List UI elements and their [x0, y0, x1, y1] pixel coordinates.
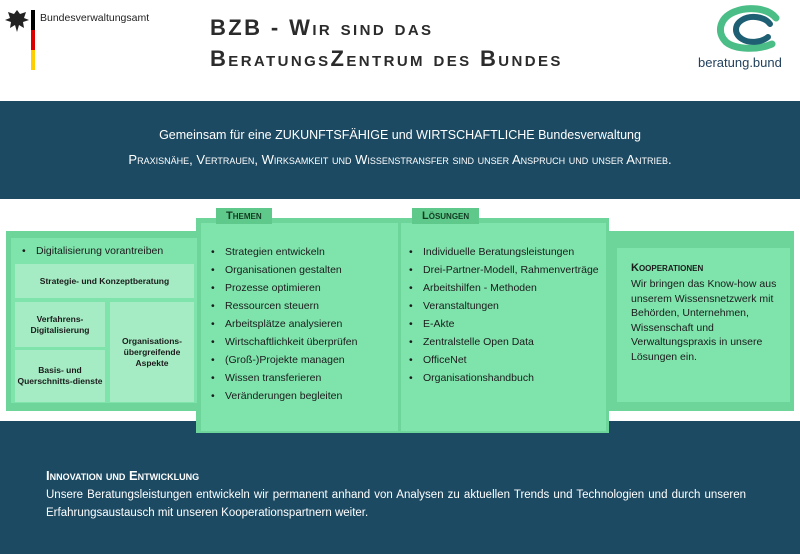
banner-line-2: Praxisnähe, Vertrauen, Wirksamkeit und Wissenstransfer sind unser Anspruch und unser Antrieb. — [128, 152, 672, 167]
list-item: • Individuelle Beratungsleistungen — [409, 243, 602, 261]
list-item: • Zentralstelle Open Data — [409, 333, 602, 351]
org-box: Organisations-übergreifende Aspekte — [110, 302, 194, 402]
digitalisierung-bullet: • Digitalisierung vorantreiben — [22, 242, 163, 260]
list-item: • Veränderungen begleiten — [211, 387, 398, 405]
kooperationen-title: Kooperationen — [631, 262, 704, 274]
title-line-1: BZB - Wir sind das — [210, 15, 434, 40]
loesungen-heading: Lösungen — [412, 208, 479, 224]
brand-name: beratung.bund — [698, 55, 782, 70]
list-item: • OfficeNet — [409, 351, 602, 369]
list-item: • Arbeitshilfen - Methoden — [409, 279, 602, 297]
strategy-box: Strategie- und Konzeptberatung — [15, 264, 194, 298]
loesungen-list — [401, 223, 606, 387]
list-item: • E-Akte — [409, 315, 602, 333]
agency-name: Bundesverwaltungsamt — [40, 12, 150, 24]
list-item: • Prozesse optimieren — [211, 279, 398, 297]
list-item: • Organisationshandbuch — [409, 369, 602, 387]
top-banner — [0, 101, 800, 199]
page-title — [210, 12, 670, 74]
list-item: • Veranstaltungen — [409, 297, 602, 315]
title-line-2: BeratungsZentrum des Bundes — [210, 46, 563, 71]
themen-box — [201, 223, 398, 431]
kooperationen-text: Wir bringen das Know-how aus unserem Wissensnetzwerk mit Behörden, Unternehmen, Wissenschaft und Verwaltungspraxis in unsere Lösungen ein. — [631, 278, 777, 363]
themen-heading: Themen — [216, 208, 272, 224]
list-item: • Wirtschaftlichkeit überprüfen — [211, 333, 398, 351]
beratung-bund-logo-icon — [698, 4, 788, 54]
verfahren-box: Verfahrens-Digitalisierung — [15, 302, 105, 347]
basis-box: Basis- und Querschnitts-dienste — [15, 350, 105, 402]
list-item: • Ressourcen steuern — [211, 297, 398, 315]
list-item: • Arbeitsplätze analysieren — [211, 315, 398, 333]
innovation-title: Innovation und Entwicklung — [46, 468, 200, 483]
themen-list — [201, 223, 398, 405]
list-item: • Strategien entwickeln — [211, 243, 398, 261]
loesungen-box — [401, 223, 606, 431]
kooperationen-box — [617, 248, 790, 402]
banner-line-1: Gemeinsam für eine ZUKUNFTSFÄHIGE und WIRTSCHAFTLICHE Bundesverwaltung — [159, 128, 641, 142]
innovation-text: Unsere Beratungsleistungen entwickeln wir permanent anhand von Analysen zu aktuellen Trends und Technologien und durch unseren Erfahrungsaustausch mit unseren Kooperationspartnern weiter. — [46, 489, 746, 519]
eagle-icon — [4, 8, 30, 34]
list-item: • Organisationen gestalten — [211, 261, 398, 279]
list-item: • (Groß-)Projekte managen — [211, 351, 398, 369]
german-flag-icon — [31, 10, 35, 70]
list-item: • Wissen transferieren — [211, 369, 398, 387]
list-item: • Drei-Partner-Modell, Rahmenverträge — [409, 261, 602, 279]
